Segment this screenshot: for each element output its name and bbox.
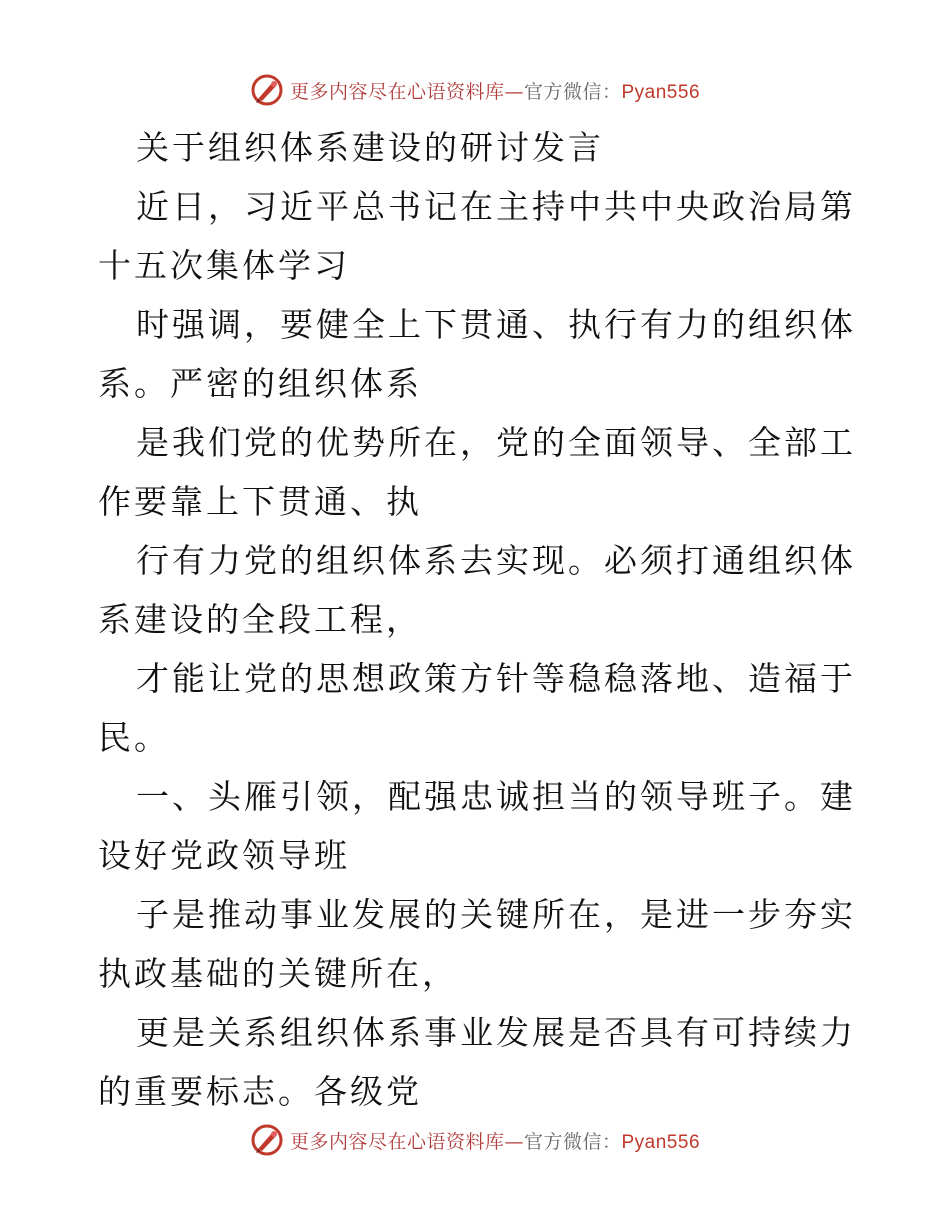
paragraph-7: 子是推动事业发展的关键所在，是进一步夯实执政基础的关键所在， bbox=[98, 895, 856, 993]
banner-main-text: 更多内容尽在心语资料库 bbox=[289, 1130, 505, 1153]
banner-dash: — bbox=[504, 80, 524, 103]
banner-main-text: 更多内容尽在心语资料库 bbox=[289, 80, 505, 103]
paragraph-5: 才能让党的思想政策方针等稳稳落地、造福于民。 bbox=[98, 659, 856, 757]
footer-watermark-banner bbox=[0, 1120, 950, 1160]
banner-official-label: 官方微信： bbox=[523, 1130, 622, 1153]
paragraph-4: 行有力党的组织体系去实现。必须打通组织体系建设的全段工程， bbox=[98, 541, 856, 639]
paragraph-8: 更是关系组织体系事业发展是否具有可持续力的重要标志。各级党 bbox=[98, 1013, 856, 1111]
pen-logo-icon bbox=[250, 73, 284, 107]
paragraph-1: 近日，习近平总书记在主持中共中央政治局第十五次集体学习 bbox=[98, 187, 856, 285]
paragraph-3: 是我们党的优势所在，党的全面领导、全部工作要靠上下贯通、执 bbox=[98, 423, 856, 521]
banner-wechat-id: Pyan556 bbox=[621, 81, 701, 103]
banner-official-label: 官方微信： bbox=[523, 80, 622, 103]
banner-wechat-id: Pyan556 bbox=[621, 1131, 701, 1153]
banner-text bbox=[290, 77, 700, 104]
paragraph-6: 一、头雁引领，配强忠诚担当的领导班子。建设好党政领导班 bbox=[98, 777, 856, 875]
document-body bbox=[98, 118, 858, 1121]
banner-text bbox=[290, 1127, 700, 1154]
header-watermark-banner bbox=[0, 70, 950, 110]
document-title: 关于组织体系建设的研讨发言 bbox=[136, 128, 604, 167]
pen-logo-icon bbox=[250, 1123, 284, 1157]
paragraph-2: 时强调，要健全上下贯通、执行有力的组织体系。严密的组织体系 bbox=[98, 305, 856, 403]
banner-dash: — bbox=[504, 1130, 524, 1153]
